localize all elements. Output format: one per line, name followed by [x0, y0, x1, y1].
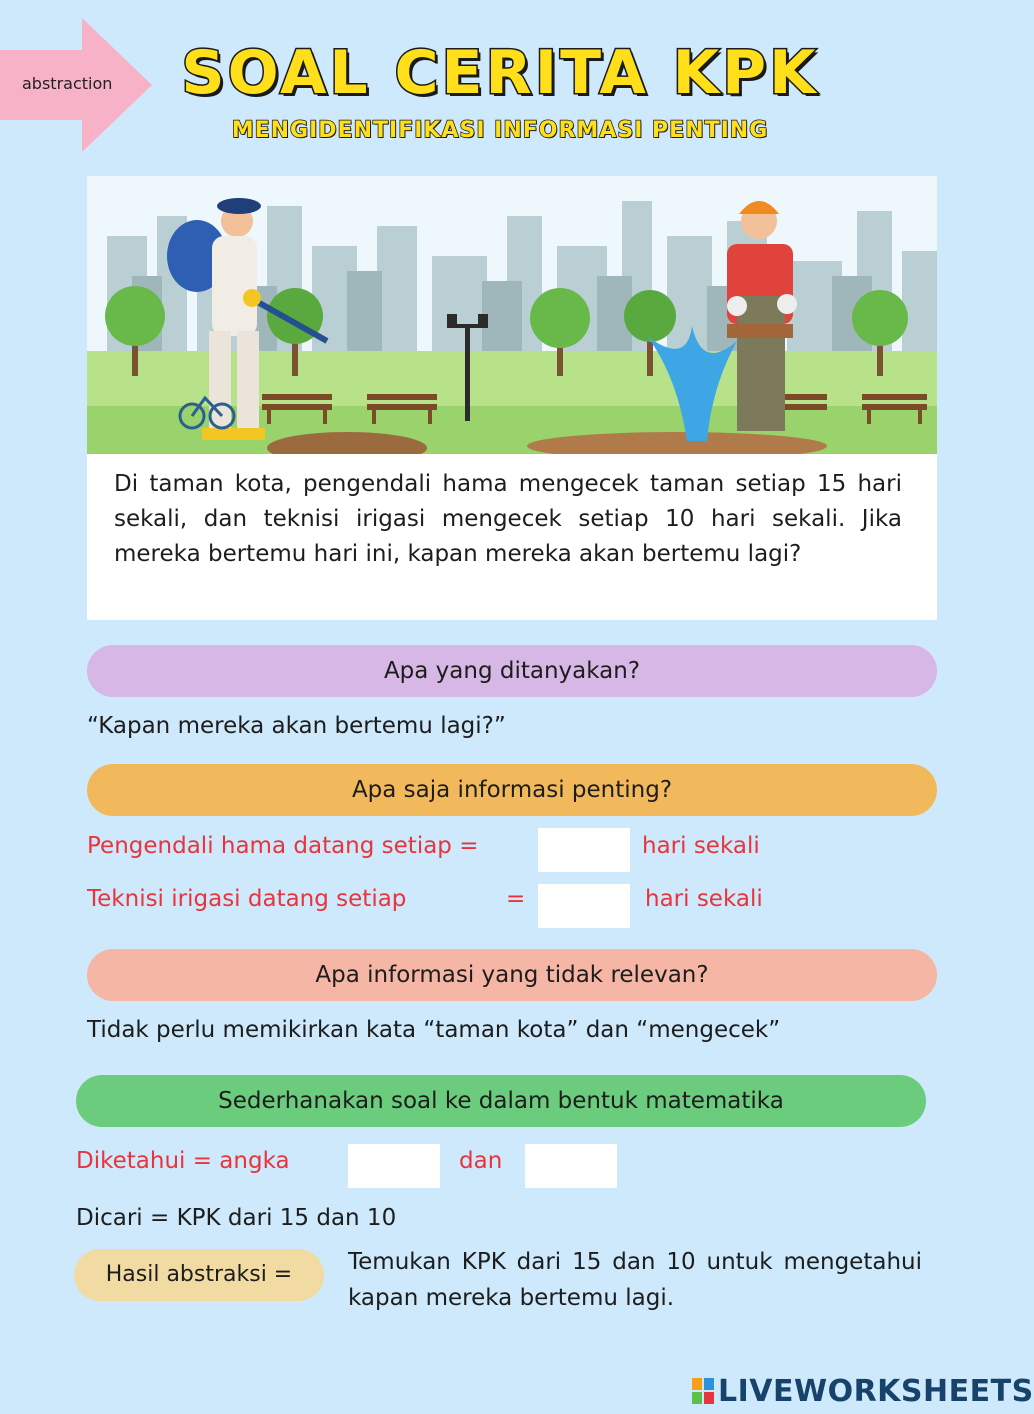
liveworksheets-brand[interactable]: LIVEWORKSHEETS — [718, 1374, 1034, 1409]
irrelevant-info-section-header: Apa informasi yang tidak relevan? — [87, 949, 937, 1001]
liveworksheets-logo-icon — [692, 1378, 714, 1404]
abstraction-result-text: Temukan KPK dari 15 dan 10 untuk mengetahui kapan mereka bertemu lagi. — [348, 1249, 922, 1311]
park-workers-illustration — [87, 176, 937, 454]
worksheet-subtitle: MENGIDENTIFIKASI INFORMASI PENTING — [231, 118, 769, 143]
question-section-header: Apa yang ditanyakan? — [87, 645, 937, 697]
worksheet-title: SOAL CERITA KPK — [181, 38, 819, 108]
question-answer-text: “Kapan mereka akan bertemu lagi?” — [87, 713, 506, 739]
abstraction-result-label: Hasil abstraksi = — [74, 1249, 324, 1301]
known-numbers-and: dan — [459, 1148, 503, 1174]
pest-controller-label: Pengendali hama datang setiap = — [87, 833, 479, 859]
pest-controller-days-input[interactable] — [538, 828, 630, 872]
story-problem-text: Di taman kota, pengendali hama mengecek taman setiap 15 hari sekali, dan teknisi irigasi mengecek setiap 10 hari sekali. Jika mereka bertemu hari ini, kapan mereka akan bertemu lagi? — [114, 471, 902, 567]
abstraction-tag-label: abstraction — [22, 74, 113, 93]
irrigation-technician-equals: = — [506, 886, 526, 912]
irrigation-technician-days-input[interactable] — [538, 884, 630, 928]
irrigation-technician-suffix: hari sekali — [645, 886, 763, 912]
irrigation-technician-label: Teknisi irigasi datang setiap — [87, 886, 407, 912]
irrelevant-info-text: Tidak perlu memikirkan kata “taman kota” dan “mengecek” — [87, 1017, 781, 1043]
math-form-section-header: Sederhanakan soal ke dalam bentuk matematika — [76, 1075, 926, 1127]
pest-controller-suffix: hari sekali — [642, 833, 760, 859]
known-number-2-input[interactable] — [525, 1144, 617, 1188]
sought-text: Dicari = KPK dari 15 dan 10 — [76, 1205, 397, 1231]
known-number-1-input[interactable] — [348, 1144, 440, 1188]
known-numbers-label: Diketahui = angka — [76, 1148, 290, 1174]
important-info-section-header: Apa saja informasi penting? — [87, 764, 937, 816]
